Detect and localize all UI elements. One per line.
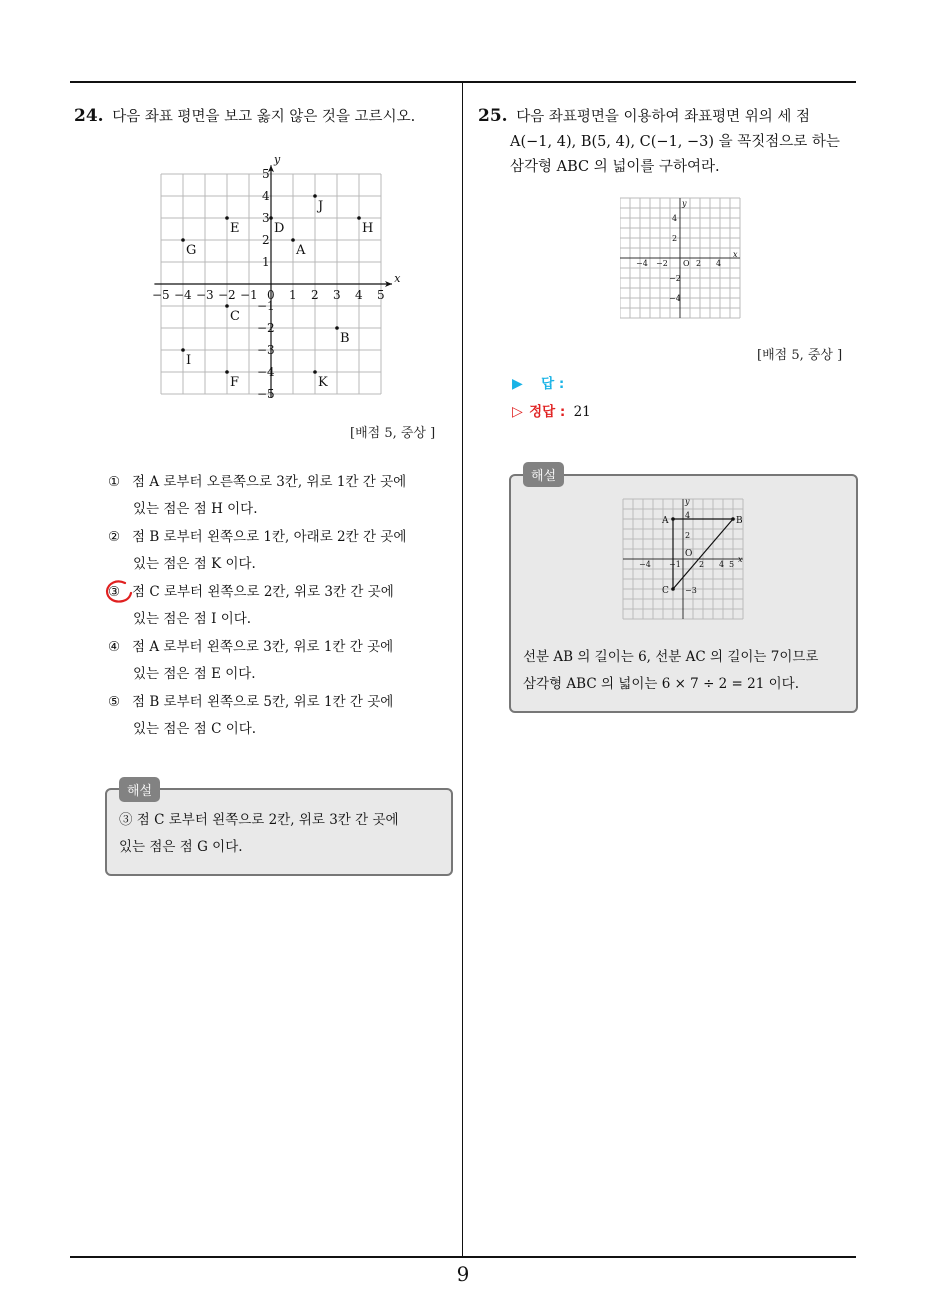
column-divider [462, 81, 463, 1257]
x-tick-label: O [683, 259, 690, 268]
x-tick-label: −1 [669, 560, 681, 569]
y-tick-label: 1 [262, 255, 270, 269]
choice-text: 점 B 로부터 왼쪽으로 5칸, 위로 1칸 간 곳에 [132, 694, 394, 710]
choice-text-continued: 있는 점은 점 E 이다. [133, 666, 256, 682]
y-tick-label: −3 [685, 586, 697, 595]
x-tick-label: 0 [267, 288, 275, 302]
x-tick-label: −4 [639, 560, 651, 569]
explanation-line: ③ 점 C 로부터 왼쪽으로 2칸, 위로 3칸 간 곳에 [119, 812, 399, 828]
answer-row[interactable] [512, 372, 564, 392]
y-tick-label: 3 [262, 211, 270, 225]
point-marker [181, 238, 185, 242]
choice-number: ④ [108, 639, 121, 655]
vertex-label: A [662, 516, 669, 526]
explanation-box-25 [509, 474, 858, 713]
explanation-line: 삼각형 ABC 의 넓이는 6 × 7 ÷ 2 = 21 이다. [523, 676, 799, 692]
choice-text: 점 A 로부터 오른쪽으로 3칸, 위로 1칸 간 곳에 [132, 474, 407, 490]
y-tick-label: −5 [257, 387, 275, 398]
x-axis-label: x [738, 555, 743, 564]
point-label: E [230, 221, 240, 236]
correct-arrow-icon: ▷ [512, 404, 523, 420]
selected-answer-mark [103, 578, 135, 606]
choice-number: ③ [108, 584, 121, 600]
point-label: A [296, 243, 306, 258]
solution-grid [623, 498, 743, 619]
y-tick-label: 4 [685, 511, 691, 520]
x-tick-label: 5 [377, 288, 385, 302]
answer-arrow-icon: ▶ [512, 376, 523, 392]
coordinate-plane-q24 [150, 142, 410, 398]
point-marker [225, 216, 229, 220]
point-marker [181, 348, 185, 352]
correct-label: 정답 : [529, 404, 566, 420]
x-tick-label: 2 [699, 560, 705, 569]
choice-1[interactable] [108, 469, 444, 523]
bottom-rule [70, 1256, 856, 1258]
x-tick-label: −4 [636, 259, 648, 268]
point-label: C [230, 309, 240, 324]
vertex-label: C [662, 586, 669, 596]
origin-label: O [685, 549, 693, 559]
point-label: K [318, 375, 328, 390]
choice-2[interactable] [108, 524, 444, 578]
y-tick-label: −4 [257, 365, 275, 379]
y-tick-label: −4 [669, 294, 681, 303]
point-label: G [186, 243, 197, 258]
x-tick-label: −4 [174, 288, 192, 302]
question-24-title [74, 104, 415, 130]
y-axis-label: y [682, 199, 687, 208]
explanation-line: 선분 AB 의 길이는 6, 선분 AC 의 길이는 7이므로 [523, 649, 819, 665]
y-tick-label: −3 [257, 343, 275, 357]
point-label: B [340, 331, 350, 346]
answer-label: 답 : [541, 376, 565, 392]
choice-number: ② [108, 529, 121, 545]
point-marker [225, 304, 229, 308]
y-tick-label: 4 [672, 214, 678, 223]
correct-answer-row [512, 400, 591, 420]
x-tick-label: 4 [719, 560, 725, 569]
x-axis-label: x [733, 250, 738, 259]
explanation-line: 있는 점은 점 G 이다. [119, 839, 243, 855]
point-label: F [230, 375, 240, 390]
choice-text: 점 B 로부터 왼쪽으로 1칸, 아래로 2칸 간 곳에 [132, 529, 407, 545]
point-marker [291, 238, 295, 242]
solution-triangle-plot [622, 498, 748, 624]
choice-text-continued: 있는 점은 점 H 이다. [133, 501, 258, 517]
correct-value: 21 [573, 404, 591, 420]
point-marker [335, 326, 339, 330]
x-tick-label: −2 [656, 259, 668, 268]
choice-number: ⑤ [108, 694, 121, 710]
x-tick-label: 4 [716, 259, 722, 268]
point-marker [357, 216, 361, 220]
choice-text: 점 A 로부터 왼쪽으로 3칸, 위로 1칸 간 곳에 [132, 639, 394, 655]
x-axis-label: x [394, 272, 401, 285]
x-tick-label: 2 [696, 259, 702, 268]
page-number: 9 [456, 1262, 470, 1286]
choice-text: 점 C 로부터 왼쪽으로 2칸, 위로 3칸 간 곳에 [132, 584, 394, 600]
x-tick-label: 5 [729, 560, 735, 569]
coordinate-grid-q25 [620, 192, 746, 320]
vertex-label: B [736, 516, 743, 526]
y-tick-label: 5 [262, 167, 270, 181]
vertex-marker [671, 517, 675, 521]
explanation-tag: 해설 [119, 777, 160, 802]
y-tick-label: −2 [257, 321, 275, 335]
y-tick-label: 2 [262, 233, 270, 247]
vertex-marker [731, 517, 735, 521]
question-text: 다음 좌표평면을 이용하여 좌표평면 위의 세 점 [516, 109, 810, 125]
x-tick-label: 4 [355, 288, 363, 302]
point-marker [269, 216, 273, 220]
x-tick-label: 3 [333, 288, 341, 302]
vertex-marker [671, 587, 675, 591]
point-label: D [274, 221, 285, 236]
question-number: 25. [478, 106, 508, 126]
point-marker [313, 370, 317, 374]
x-tick-label: 1 [289, 288, 297, 302]
x-tick-label: 2 [311, 288, 319, 302]
grid-24 [152, 153, 401, 398]
y-tick-label: 2 [685, 531, 691, 540]
y-tick-label: −2 [669, 274, 681, 283]
choice-3[interactable] [108, 579, 444, 633]
explanation-text [523, 644, 858, 698]
choice-text-continued: 있는 점은 점 I 이다. [133, 611, 252, 627]
choice-number: ① [108, 474, 121, 490]
x-tick-label: −3 [196, 288, 214, 302]
question-25-title [478, 104, 858, 180]
question-25-meta: [배점 5, 중상 ] [757, 348, 843, 363]
y-tick-label: −1 [257, 299, 275, 313]
question-text-continued: A(−1, 4), B(5, 4), C(−1, −3) 을 꼭짓점으로 하는 [510, 134, 840, 150]
x-tick-label: −2 [218, 288, 236, 302]
point-label: I [186, 353, 192, 368]
point-label: J [318, 199, 324, 214]
question-24-meta: [배점 5, 중상 ] [350, 426, 436, 441]
x-tick-label: −5 [152, 288, 170, 302]
choice-5[interactable] [108, 689, 444, 743]
point-label: H [362, 221, 374, 236]
question-number: 24. [74, 106, 104, 126]
explanation-text [119, 807, 449, 861]
choice-text-continued: 있는 점은 점 C 이다. [133, 721, 257, 737]
choice-4[interactable] [108, 634, 444, 688]
y-axis-label: y [685, 498, 690, 506]
grid-25 [620, 198, 740, 318]
top-rule [70, 81, 856, 83]
y-axis-label: y [274, 153, 281, 167]
x-tick-label: −1 [240, 288, 258, 302]
y-tick-label: 2 [672, 234, 678, 243]
y-tick-label: 4 [262, 189, 270, 203]
point-marker [225, 370, 229, 374]
choice-text-continued: 있는 점은 점 K 이다. [133, 556, 256, 572]
question-text: 다음 좌표 평면을 보고 옳지 않은 것을 고르시오. [112, 109, 416, 125]
question-text-continued: 삼각형 ABC 의 넓이를 구하여라. [510, 159, 720, 175]
point-marker [313, 194, 317, 198]
explanation-tag: 해설 [523, 462, 564, 487]
